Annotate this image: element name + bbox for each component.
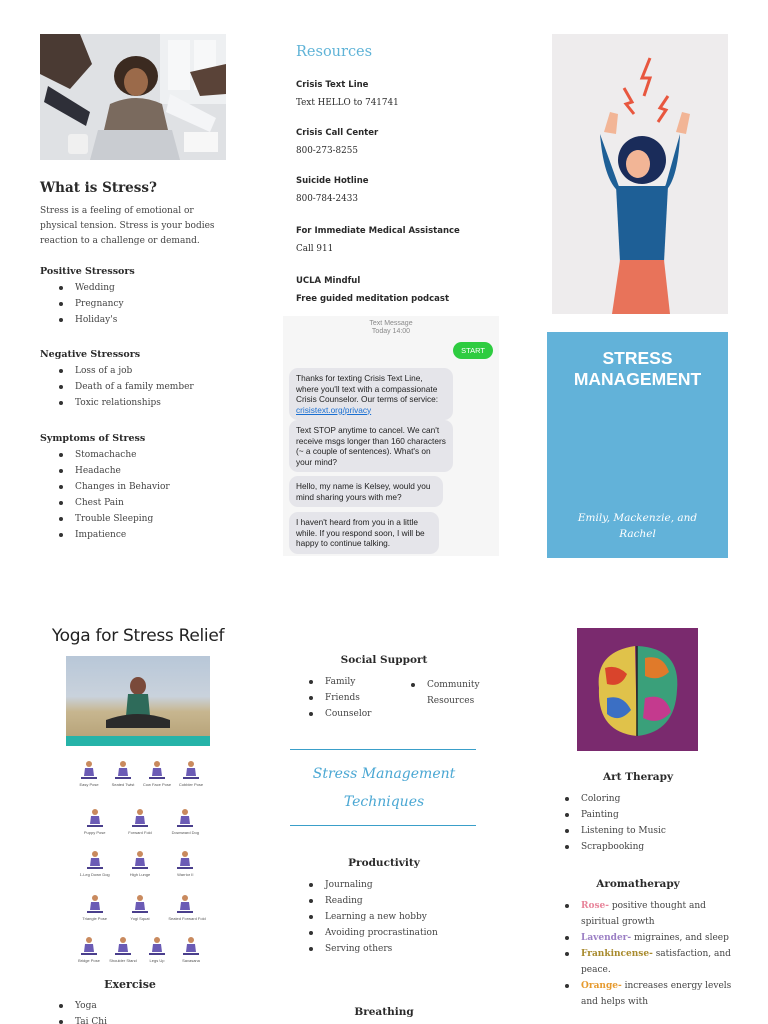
yoga-pose-icon	[129, 894, 151, 914]
negative-stressors-section	[40, 349, 194, 411]
productivity-list	[290, 877, 438, 957]
yoga-pose-icon	[146, 936, 168, 956]
symptoms-section	[40, 433, 170, 543]
chat-header-time: Today 14:00	[371, 328, 411, 335]
brain-art-image	[577, 628, 698, 751]
yoga-pose	[140, 936, 174, 963]
list-item: Trouble Sleeping	[40, 511, 170, 527]
yoga-pose-icon	[78, 936, 100, 956]
yoga-pose-label: Triangle Pose	[82, 916, 107, 921]
stressed-woman-photo	[40, 34, 226, 160]
list-item: Scrapbooking	[546, 839, 666, 855]
yoga-pose	[140, 760, 174, 787]
cover-authors: Emily, Mackenzie, and Rachel	[577, 512, 698, 540]
yoga-pose-icon	[174, 850, 196, 870]
list-item: Toxic relationships	[40, 395, 194, 411]
list-item: Impatience	[40, 527, 170, 543]
yoga-pose-icon	[129, 850, 151, 870]
list-item: Listening to Music	[546, 823, 666, 839]
exercise-heading: Exercise	[104, 978, 156, 991]
resource-crisis-text	[296, 80, 399, 108]
negative-stressors-list	[40, 363, 194, 411]
yoga-pose	[174, 936, 208, 963]
resource-crisis-call	[296, 128, 378, 156]
yoga-photo-strip	[66, 736, 210, 746]
yoga-pose-icon	[180, 936, 202, 956]
oil-benefit: satisfaction, and peace.	[581, 949, 731, 975]
resource-medical	[296, 226, 460, 254]
productivity-heading: Productivity	[348, 857, 420, 869]
list-item	[546, 898, 736, 930]
yoga-pose-icon	[84, 808, 106, 828]
message-text: Thanks for texting Crisis Text Line, where you'll text with a compassionate Crisis Counselor. Our terms of service:	[296, 373, 439, 404]
yoga-pose-label: Cow Face Pose	[142, 782, 172, 787]
resource-title: For Immediate Medical Assistance	[296, 226, 460, 236]
yoga-pose	[106, 760, 140, 787]
yoga-pose-label: Seated Forward Fold	[168, 916, 206, 921]
symptoms-list	[40, 447, 170, 543]
stressed-person-illustration	[552, 34, 728, 314]
yoga-pose	[123, 894, 157, 921]
list-item: Headache	[40, 463, 170, 479]
yoga-pose	[123, 850, 157, 877]
yoga-pose-icon	[146, 760, 168, 780]
yoga-pose-label: Savasana	[182, 958, 200, 963]
list-item	[546, 946, 736, 978]
yoga-pose-label: Yogi Squat	[130, 916, 150, 921]
oil-benefit: positive thought and spiritual growth	[581, 901, 706, 927]
yoga-pose	[168, 808, 202, 835]
resource-title: Crisis Text Line	[296, 80, 369, 90]
yoga-pose-label: Shoulder Stand	[109, 958, 137, 963]
yoga-pose-label: Legs Up	[149, 958, 165, 963]
sent-message-bubble: START	[453, 342, 493, 359]
yoga-pose	[123, 808, 157, 835]
list-item: Stomachache	[40, 447, 170, 463]
yoga-pose	[78, 850, 112, 877]
list-item	[546, 930, 736, 946]
yoga-pose-label: High Lunge	[129, 872, 151, 877]
privacy-link[interactable]: crisistext.org/privacy	[296, 404, 372, 415]
oil-name: Orange-	[581, 981, 622, 991]
list-item: Changes in Behavior	[40, 479, 170, 495]
what-is-stress-heading: What is Stress?	[40, 180, 157, 196]
yoga-pose-icon	[174, 808, 196, 828]
stress-definition: Stress is a feeling of emotional or physical tension. Stress is your bodies reaction to a challenge or demand.	[40, 206, 215, 246]
yoga-pose	[168, 894, 206, 921]
yoga-title: Yoga for Stress Relief	[51, 626, 225, 646]
yoga-pose-label: 1-Leg Down Dog	[79, 872, 110, 877]
oil-benefit: migraines, and sleep	[631, 933, 729, 943]
techniques-title-line-1: Stress Management	[312, 766, 456, 782]
yoga-pose-icon	[112, 936, 134, 956]
list-item: Learning a new hobby	[290, 909, 438, 925]
yoga-pose-label: Easy Pose	[79, 782, 99, 787]
yoga-pose-label: Downward Dog	[171, 830, 199, 835]
resource-detail: Call 911	[296, 244, 334, 254]
list-item: Avoiding procrastination	[290, 925, 438, 941]
resources-heading: Resources	[296, 44, 373, 60]
techniques-title	[290, 760, 478, 816]
list-item: Community Resources	[392, 677, 492, 709]
resource-detail: Text HELLO to 741741	[296, 98, 399, 108]
yoga-pose	[78, 894, 112, 921]
resource-title: UCLA Mindful	[296, 276, 361, 286]
received-message-bubble: I haven't heard from you in a little while. If you respond soon, I will be happy to continue talking.	[289, 512, 439, 554]
exercise-list	[40, 998, 107, 1024]
yoga-pose	[106, 936, 140, 963]
yoga-pose	[72, 760, 106, 787]
cover-title-line-2: MANAGEMENT	[573, 369, 702, 389]
list-item: Wedding	[40, 280, 135, 296]
list-item: Death of a family member	[40, 379, 194, 395]
aromatherapy-heading: Aromatherapy	[596, 878, 680, 890]
list-item: Coloring	[546, 791, 666, 807]
yoga-pose-icon	[112, 760, 134, 780]
resource-detail: Free guided meditation podcast	[296, 294, 450, 304]
yoga-pose-label: Warrior II	[177, 872, 194, 877]
negative-stressors-heading: Negative Stressors	[40, 349, 141, 360]
positive-stressors-heading: Positive Stressors	[40, 266, 135, 277]
resource-suicide-hotline	[296, 176, 369, 204]
resource-detail: 800-273-8255	[296, 146, 358, 156]
art-therapy-list	[546, 791, 666, 855]
yoga-pose	[168, 850, 202, 877]
techniques-title-line-2: Techniques	[343, 794, 425, 810]
list-item: Tai Chi	[40, 1014, 107, 1024]
yoga-pose-label: Seated Twist	[111, 782, 135, 787]
resource-title: Suicide Hotline	[296, 176, 369, 186]
yoga-pose-label: Forward Fold	[128, 830, 152, 835]
chat-header	[283, 320, 499, 336]
social-support-heading: Social Support	[340, 654, 428, 666]
resource-title: Crisis Call Center	[296, 128, 379, 138]
positive-stressors-section	[40, 266, 135, 328]
resource-detail: 800-784-2433	[296, 194, 358, 204]
list-item: Loss of a job	[40, 363, 194, 379]
oil-name: Lavender-	[581, 933, 632, 943]
list-item: Holiday's	[40, 312, 135, 328]
yoga-pose-icon	[84, 894, 106, 914]
chat-header-title: Text Message	[369, 320, 413, 327]
yoga-pose	[174, 760, 208, 787]
yoga-poses-grid	[72, 760, 208, 972]
received-message-bubble	[289, 368, 453, 420]
aromatherapy-list	[546, 898, 736, 1010]
positive-stressors-list	[40, 280, 135, 328]
divider	[290, 749, 476, 750]
list-item: Painting	[546, 807, 666, 823]
list-item: Journaling	[290, 877, 438, 893]
list-item: Serving others	[290, 941, 438, 957]
yoga-pose-icon	[174, 894, 196, 914]
social-support-list	[290, 674, 371, 722]
yoga-pose-icon	[180, 760, 202, 780]
yoga-pose	[78, 808, 112, 835]
received-message-bubble: Hello, my name is Kelsey, would you mind sharing yours with me?	[289, 476, 443, 507]
cover-title-line-1: STRESS	[602, 348, 673, 368]
list-item: Chest Pain	[40, 495, 170, 511]
yoga-pose-icon	[84, 850, 106, 870]
symptoms-heading: Symptoms of Stress	[40, 433, 146, 444]
list-item	[546, 978, 736, 1010]
cover-title	[547, 348, 728, 390]
list-item: Family	[290, 674, 371, 690]
yoga-pose-label: Cobbler Pose	[178, 782, 204, 787]
oil-benefit: increases energy levels and helps with	[581, 981, 732, 1007]
oil-name: Rose-	[581, 901, 610, 911]
yoga-photo	[66, 656, 210, 746]
brochure-cover-panel	[547, 332, 728, 558]
divider	[290, 825, 476, 826]
yoga-pose-label: Puppy Pose	[83, 830, 106, 835]
list-item: Counselor	[290, 706, 371, 722]
breathing-heading: Breathing	[354, 1006, 414, 1018]
social-support-list-right	[392, 677, 492, 709]
list-item: Friends	[290, 690, 371, 706]
text-message-screenshot	[283, 316, 499, 556]
received-message-bubble: Text STOP anytime to cancel. We can't receive msgs longer than 160 characters (~ a couple of sentences). What's on your mind?	[289, 420, 453, 472]
resource-ucla-mindful	[296, 276, 449, 304]
yoga-pose-label: Bridge Pose	[78, 958, 100, 963]
yoga-pose-icon	[129, 808, 151, 828]
yoga-pose-icon	[78, 760, 100, 780]
list-item: Reading	[290, 893, 438, 909]
list-item: Yoga	[40, 998, 107, 1014]
oil-name: Frankincense-	[581, 949, 653, 959]
yoga-pose	[72, 936, 106, 963]
art-therapy-heading: Art Therapy	[602, 771, 674, 783]
list-item: Pregnancy	[40, 296, 135, 312]
